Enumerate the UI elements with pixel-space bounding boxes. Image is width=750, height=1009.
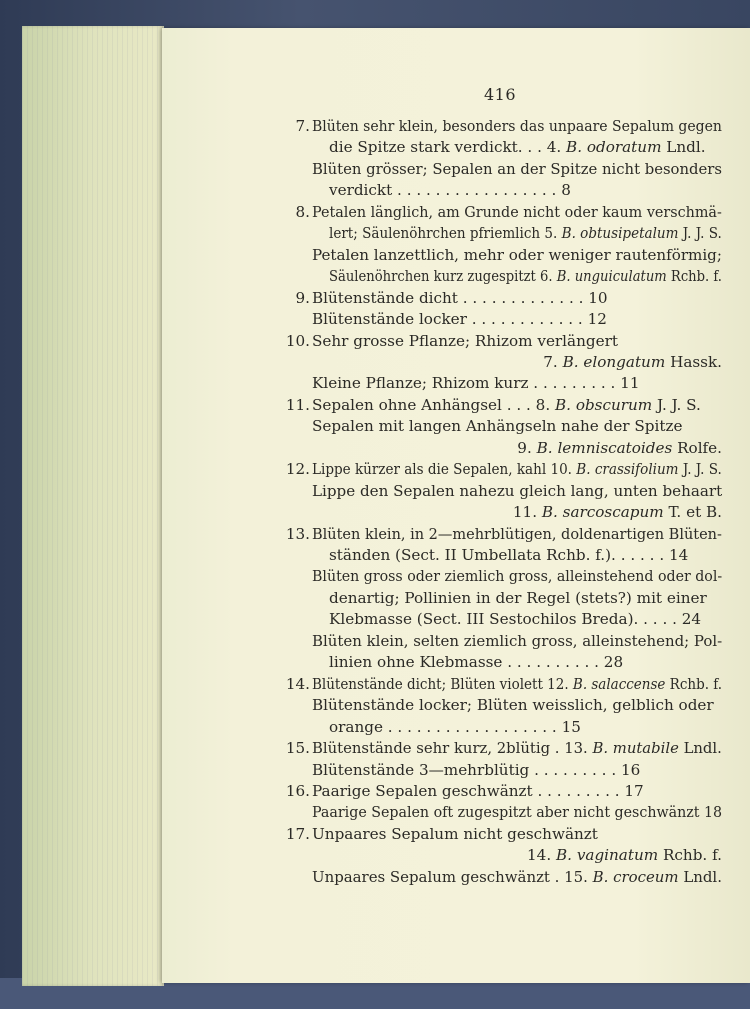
key-line bbox=[162, 545, 750, 567]
key-line bbox=[162, 524, 750, 546]
entry-number: 11. bbox=[285, 395, 310, 414]
line-text: Blütenstände locker . . . . . . . . . . . . 12 bbox=[312, 310, 607, 329]
species-name: B. croceum bbox=[592, 867, 679, 886]
species-number: 11. bbox=[512, 503, 542, 522]
species-number: 7. bbox=[543, 352, 563, 371]
couplet-text bbox=[312, 416, 682, 438]
species-reference bbox=[543, 352, 722, 374]
species-name: B. sarcoscapum bbox=[541, 503, 664, 522]
key-line bbox=[162, 373, 750, 395]
key-line bbox=[162, 781, 750, 803]
couplet-text bbox=[312, 481, 722, 503]
key-line bbox=[162, 352, 750, 374]
line-text: Blüten gross oder ziemlich gross, alleinstehend oder dol- bbox=[312, 567, 723, 586]
continuation-text bbox=[329, 137, 706, 159]
key-line bbox=[162, 202, 750, 224]
line-text: Blüten sehr klein, besonders das unpaare Sepalum gegen bbox=[312, 117, 722, 135]
line-text: lert; Säulenöhrchen pfriemlich 5. bbox=[329, 224, 562, 243]
line-text: Blütenstände dicht . . . . . . . . . . . . . 10 bbox=[312, 288, 608, 307]
line-text: Unpaares Sepalum geschwänzt . 15. bbox=[312, 867, 593, 886]
line-text: verdickt . . . . . . . . . . . . . . . . . 8 bbox=[329, 181, 571, 200]
continuation-text bbox=[329, 266, 722, 288]
key-line bbox=[162, 180, 750, 202]
species-author: J. J. S. bbox=[678, 460, 722, 479]
species-author: J. J. S. bbox=[678, 224, 722, 243]
entry-number: 17. bbox=[285, 824, 310, 843]
couplet-text bbox=[312, 524, 722, 546]
couplet-text bbox=[312, 760, 640, 782]
key-line bbox=[162, 824, 750, 846]
couplet-text bbox=[312, 631, 722, 653]
species-author: Rchb. f. bbox=[666, 267, 722, 286]
line-text: Unpaares Sepalum nicht geschwänzt bbox=[312, 824, 598, 843]
entry-number: 16. bbox=[285, 781, 310, 800]
line-text: Blüten klein, in 2—mehrblütigen, doldenartigen Blüten- bbox=[312, 524, 722, 543]
line-text: linien ohne Klebmasse . . . . . . . . . . 28 bbox=[329, 653, 624, 672]
line-text: Paarige Sepalen oft zugespitzt aber nicht geschwänzt 18 bbox=[312, 803, 723, 822]
page-text bbox=[162, 28, 750, 983]
species-name: B. obtusipetalum bbox=[561, 224, 679, 243]
book-page bbox=[162, 28, 750, 983]
line-text: Blütenstände sehr kurz, 2blütig . 13. bbox=[312, 739, 593, 758]
key-line bbox=[162, 309, 750, 331]
key-line bbox=[162, 674, 750, 696]
species-name: B. salaccense bbox=[572, 674, 666, 693]
page-block-edges bbox=[22, 26, 164, 986]
couplet-text bbox=[312, 459, 722, 481]
couplet-text bbox=[312, 245, 722, 267]
page-number: 416 bbox=[484, 85, 517, 104]
line-text: denartig; Pollinien in der Regel (stets?) mit einer bbox=[329, 588, 707, 607]
line-text: Blütenstände 3—mehrblütig . . . . . . . . . 16 bbox=[312, 760, 641, 779]
entry-number: 9. bbox=[295, 288, 310, 307]
entry-number: 15. bbox=[285, 739, 310, 758]
line-text: Lippe kürzer als die Sepalen, kahl 10. bbox=[312, 460, 577, 479]
species-author: Lndl. bbox=[661, 138, 706, 157]
key-line bbox=[162, 223, 750, 245]
key-line bbox=[162, 245, 750, 267]
species-number: 14. bbox=[527, 846, 556, 865]
key-line bbox=[162, 652, 750, 674]
line-text: Blüten klein, selten ziemlich gross, alleinstehend; Pol- bbox=[312, 631, 723, 650]
species-name: B. odoratum bbox=[566, 138, 662, 157]
line-text: Klebmasse (Sect. III Sestochilos Breda). . . . . 24 bbox=[329, 610, 702, 629]
couplet-text bbox=[312, 738, 722, 760]
key-line bbox=[162, 331, 750, 353]
line-text: die Spitze stark verdickt. . . 4. bbox=[329, 138, 567, 157]
species-name: B. crassifolium bbox=[576, 460, 679, 479]
continuation-text bbox=[329, 609, 701, 631]
key-line bbox=[162, 159, 750, 181]
entry-number: 7. bbox=[295, 117, 310, 135]
species-reference bbox=[513, 502, 722, 524]
species-author: Lndl. bbox=[678, 867, 722, 886]
species-name: B. lemniscatoides bbox=[536, 438, 673, 457]
entry-number: 8. bbox=[295, 202, 310, 221]
couplet-text bbox=[312, 695, 714, 717]
line-text: Blüten grösser; Sepalen an der Spitze nicht besonders bbox=[312, 159, 722, 178]
key-line bbox=[162, 631, 750, 653]
key-line bbox=[162, 288, 750, 310]
key-line bbox=[162, 416, 750, 438]
couplet-text bbox=[312, 395, 701, 417]
couplet-text bbox=[312, 802, 722, 824]
key-line bbox=[162, 137, 750, 159]
species-number: 9. bbox=[517, 438, 537, 457]
continuation-text bbox=[329, 545, 688, 567]
line-text: Sepalen mit langen Anhängseln nahe der Spitze bbox=[312, 417, 683, 436]
couplet-text bbox=[312, 373, 640, 395]
key-line bbox=[162, 566, 750, 588]
key-line bbox=[162, 438, 750, 460]
couplet-text bbox=[312, 566, 722, 588]
couplet-text bbox=[312, 116, 722, 138]
species-name: B. unguiculatum bbox=[556, 267, 667, 286]
line-text: ständen (Sect. II Umbellata Rchb. f.). . . . . . 14 bbox=[329, 546, 689, 564]
species-author: Hassk. bbox=[665, 352, 722, 371]
entry-number: 14. bbox=[285, 674, 310, 693]
line-text: Kleine Pflanze; Rhizom kurz . . . . . . . . . 11 bbox=[312, 374, 640, 393]
key-line bbox=[162, 717, 750, 739]
couplet-text bbox=[312, 202, 722, 224]
couplet-text bbox=[312, 781, 644, 803]
couplet-text bbox=[312, 824, 598, 846]
species-author: Rchb. f. bbox=[658, 846, 722, 865]
line-text: Sepalen ohne Anhängsel . . . 8. bbox=[312, 395, 555, 414]
species-name: B. obscurum bbox=[555, 395, 653, 414]
species-author: J. J. S. bbox=[652, 395, 701, 414]
species-reference bbox=[517, 438, 722, 460]
continuation-text bbox=[329, 652, 623, 674]
key-line bbox=[162, 395, 750, 417]
continuation-text bbox=[329, 180, 571, 202]
key-line bbox=[162, 609, 750, 631]
line-text: orange . . . . . . . . . . . . . . . . . . 15 bbox=[329, 717, 581, 736]
line-text: Säulenöhrchen kurz zugespitzt 6. bbox=[329, 267, 557, 286]
line-text: Sehr grosse Pflanze; Rhizom verlängert bbox=[312, 331, 618, 350]
key-line bbox=[162, 266, 750, 288]
species-author: Lndl. bbox=[678, 739, 722, 758]
key-line bbox=[162, 481, 750, 503]
entry-number: 12. bbox=[285, 460, 310, 479]
line-text: Blütenstände locker; Blüten weisslich, gelblich oder bbox=[312, 696, 714, 715]
key-line bbox=[162, 845, 750, 867]
couplet-text bbox=[312, 674, 722, 696]
key-line bbox=[162, 802, 750, 824]
entry-number: 10. bbox=[285, 331, 310, 350]
line-text: Paarige Sepalen geschwänzt . . . . . . . . . 17 bbox=[312, 781, 644, 800]
couplet-text bbox=[312, 309, 607, 331]
key-line bbox=[162, 459, 750, 481]
species-name: B. elongatum bbox=[562, 352, 666, 371]
couplet-text bbox=[312, 867, 722, 889]
continuation-text bbox=[329, 223, 722, 245]
continuation-text bbox=[329, 717, 581, 739]
key-line bbox=[162, 116, 750, 138]
key-line bbox=[162, 588, 750, 610]
couplet-text bbox=[312, 331, 618, 353]
key-line bbox=[162, 867, 750, 889]
species-name: B. mutabile bbox=[592, 739, 679, 758]
key-line bbox=[162, 502, 750, 524]
couplet-text bbox=[312, 288, 608, 310]
key-line bbox=[162, 738, 750, 760]
line-text: Lippe den Sepalen nahezu gleich lang, unten behaart bbox=[312, 481, 723, 500]
entry-number: 13. bbox=[285, 524, 310, 543]
key-line bbox=[162, 695, 750, 717]
species-author: Rchb. f. bbox=[665, 674, 723, 693]
species-author: T. et B. bbox=[663, 503, 722, 522]
couplet-text bbox=[312, 159, 722, 181]
species-author: Rolfe. bbox=[672, 438, 722, 457]
line-text: Petalen länglich, am Grunde nicht oder kaum verschmä- bbox=[312, 202, 722, 221]
species-reference bbox=[527, 845, 722, 867]
line-text: Blütenstände dicht; Blüten violett 12. bbox=[312, 674, 573, 693]
continuation-text bbox=[329, 588, 707, 610]
key-line bbox=[162, 760, 750, 782]
species-name: B. vaginatum bbox=[556, 846, 659, 865]
line-text: Petalen lanzettlich, mehr oder weniger rautenförmig; bbox=[312, 245, 722, 264]
